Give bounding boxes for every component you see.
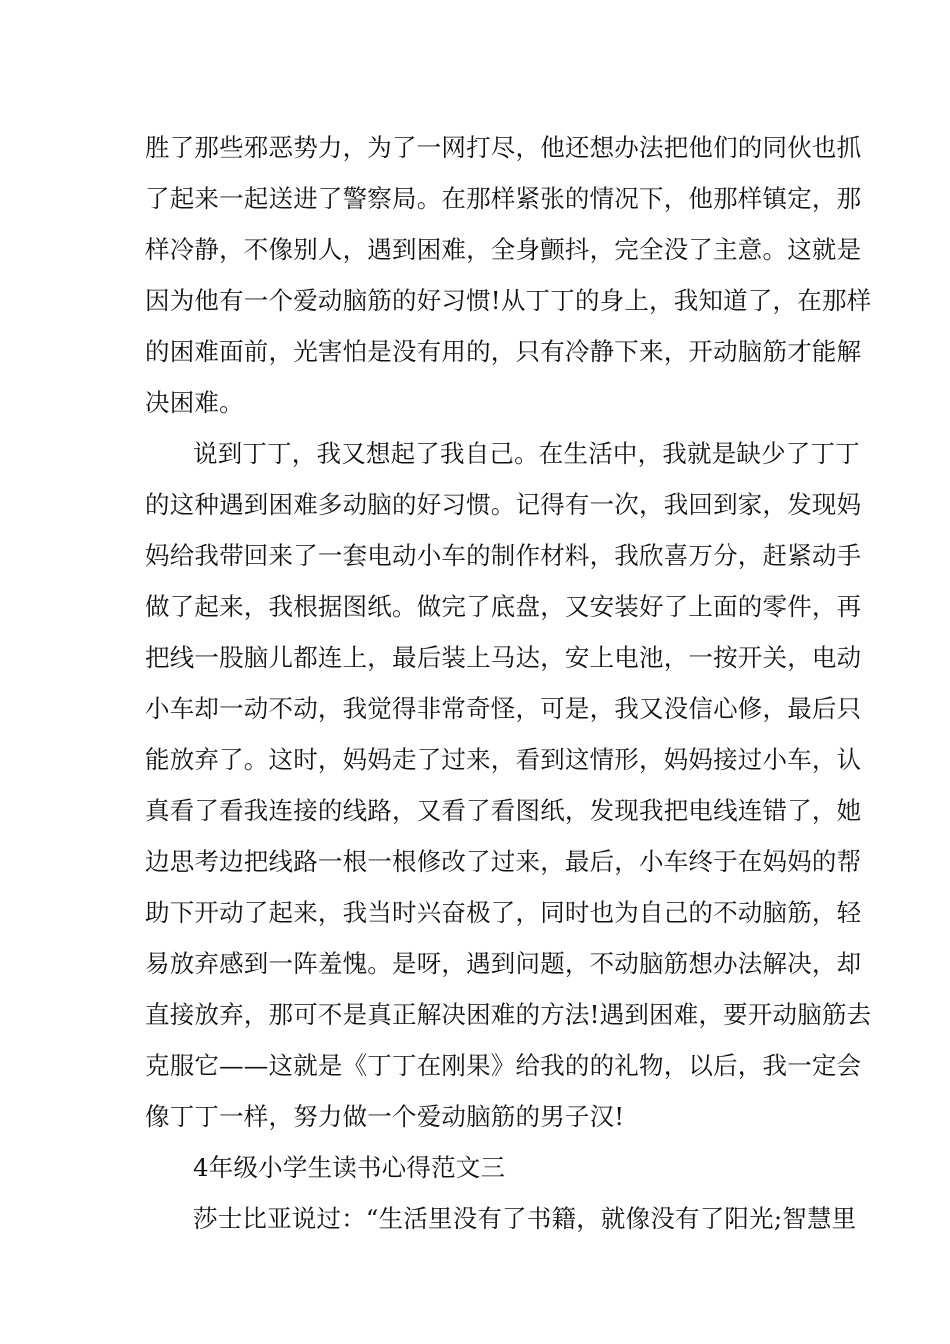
paragraph-line: 助下开动了起来，我当时兴奋极了，同时也为自己的不动脑筋，轻 bbox=[145, 898, 862, 927]
paragraph-line: 克服它——这就是《丁丁在刚果》给我的的礼物，以后，我一定会 bbox=[145, 1051, 862, 1080]
paragraph-line: 因为他有一个爱动脑筋的好习惯!从丁丁的身上，我知道了，在那样 bbox=[145, 286, 872, 315]
paragraph-line: 的困难面前，光害怕是没有用的，只有冷静下来，开动脑筋才能解 bbox=[145, 337, 862, 366]
paragraph-line: 决困难。 bbox=[145, 388, 244, 417]
paragraph-line: 能放弃了。这时，妈妈走了过来，看到这情形，妈妈接过小车，认 bbox=[145, 745, 862, 774]
paragraph-line: 把线一股脑儿都连上，最后装上马达，安上电池，一按开关，电动 bbox=[145, 643, 862, 672]
paragraph-line: 像丁丁一样，努力做一个爱动脑筋的男子汉! bbox=[145, 1102, 625, 1131]
paragraph-line: 说到丁丁，我又想起了我自己。在生活中，我就是缺少了丁丁 bbox=[193, 439, 860, 468]
paragraph-line: 妈给我带回来了一套电动小车的制作材料，我欣喜万分，赶紧动手 bbox=[145, 541, 862, 570]
paragraph-line: 直接放弃，那可不是真正解决困难的方法!遇到困难，要开动脑筋去 bbox=[145, 1000, 872, 1029]
paragraph-line: 胜了那些邪恶势力，为了一网打尽，他还想办法把他们的同伙也抓 bbox=[145, 133, 862, 162]
paragraph-line: 样冷静，不像别人，遇到困难，全身颤抖，完全没了主意。这就是 bbox=[145, 235, 862, 264]
paragraph-line: 易放弃感到一阵羞愧。是呀，遇到问题，不动脑筋想办法解决，却 bbox=[145, 949, 862, 978]
paragraph-line: 边思考边把线路一根一根修改了过来，最后，小车终于在妈妈的帮 bbox=[145, 847, 862, 876]
paragraph-line: 的这种遇到困难多动脑的好习惯。记得有一次，我回到家，发现妈 bbox=[145, 490, 862, 519]
section-heading: 4年级小学生读书心得范文三 bbox=[193, 1153, 506, 1182]
paragraph-line: 小车却一动不动，我觉得非常奇怪，可是，我又没信心修，最后只 bbox=[145, 694, 862, 723]
paragraph-line: 莎士比亚说过：“生活里没有了书籍，就像没有了阳光;智慧里 bbox=[193, 1204, 857, 1233]
paragraph-line: 了起来一起送进了警察局。在那样紧张的情况下，他那样镇定，那 bbox=[145, 184, 862, 213]
paragraph-line: 做了起来，我根据图纸。做完了底盘，又安装好了上面的零件，再 bbox=[145, 592, 862, 621]
paragraph-line: 真看了看我连接的线路，又看了看图纸，发现我把电线连错了，她 bbox=[145, 796, 862, 825]
